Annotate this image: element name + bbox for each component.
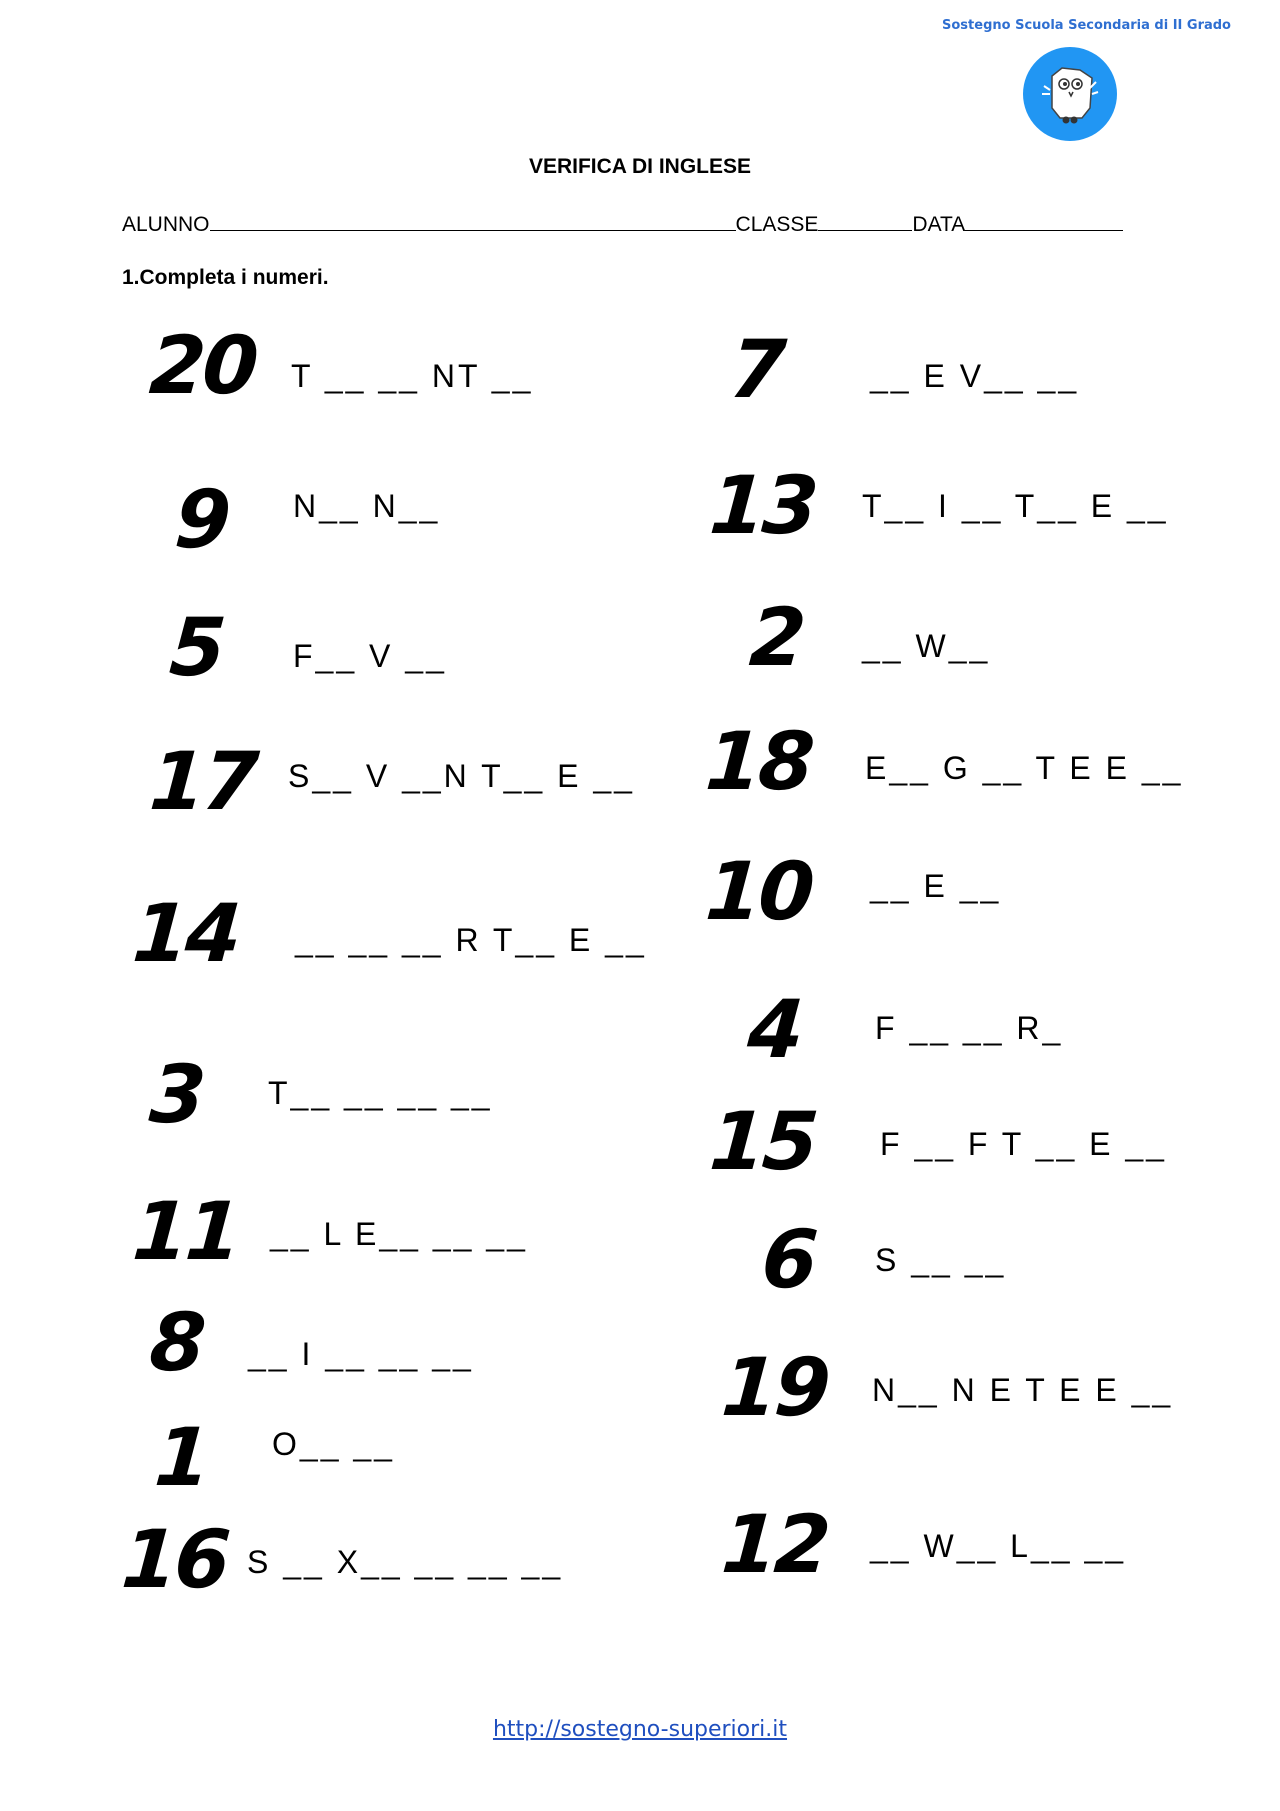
number-15: 15 <box>706 1095 819 1188</box>
pattern-17[interactable]: S__ V __N T__ E __ <box>288 758 635 794</box>
pattern-3[interactable]: T__ __ __ __ <box>268 1075 493 1111</box>
pattern-4[interactable]: F __ __ R_ <box>875 1010 1064 1046</box>
pattern-11-right[interactable]: T__ I __ T__ E __ <box>862 488 1169 524</box>
number-18: 18 <box>702 715 815 808</box>
alunno-label: ALUNNO <box>122 213 210 236</box>
footer <box>0 1717 1280 1742</box>
number-1: 1 <box>151 1411 211 1504</box>
number-2: 2 <box>746 591 806 684</box>
number-17: 17 <box>146 735 259 828</box>
number-3: 3 <box>146 1048 206 1141</box>
number-14: 14 <box>129 887 242 980</box>
pattern-12[interactable]: __ W__ L__ __ <box>870 1528 1127 1564</box>
exercise-instruction: 1.Completa i numeri. <box>122 266 329 289</box>
number-12: 12 <box>718 1498 831 1591</box>
school-header: Sostegno Scuola Secondaria di II Grado <box>942 18 1231 33</box>
number-7: 7 <box>726 323 786 416</box>
alunno-field[interactable] <box>210 210 736 231</box>
pattern-6[interactable]: S __ __ <box>875 1242 1007 1278</box>
number-19: 19 <box>718 1341 831 1434</box>
pattern-2[interactable]: __ W__ <box>862 628 991 664</box>
number-16: 16 <box>118 1513 231 1606</box>
pattern-7[interactable]: __ E V__ __ <box>870 358 1080 394</box>
number-20: 20 <box>146 319 259 412</box>
pattern-5[interactable]: F__ V __ <box>293 638 447 674</box>
classe-field[interactable] <box>818 210 912 231</box>
pattern-8[interactable]: __ I __ __ __ <box>248 1336 474 1372</box>
owl-logo-icon <box>1022 46 1118 142</box>
student-info-row <box>122 210 1162 237</box>
pattern-9[interactable]: N__ N__ <box>293 488 441 524</box>
pattern-20[interactable]: T __ __ NT __ <box>291 358 534 394</box>
pattern-16[interactable]: S __ X__ __ __ __ <box>247 1544 564 1580</box>
data-field[interactable] <box>965 210 1123 231</box>
number-10: 10 <box>702 845 815 938</box>
pattern-14[interactable]: __ __ __ R T__ E __ <box>295 922 647 958</box>
pattern-19[interactable]: N__ N E T E E __ <box>872 1372 1174 1408</box>
pattern-11[interactable]: __ L E__ __ __ <box>270 1216 528 1252</box>
number-6: 6 <box>758 1213 818 1306</box>
number-8: 8 <box>146 1296 206 1389</box>
number-4: 4 <box>744 983 804 1076</box>
pattern-1[interactable]: O__ __ <box>272 1426 395 1462</box>
page-title: VERIFICA DI INGLESE <box>528 155 752 178</box>
number-13: 13 <box>706 459 819 552</box>
number-11: 11 <box>129 1185 242 1278</box>
number-5: 5 <box>166 601 226 694</box>
number-9: 9 <box>171 473 231 566</box>
footer-link[interactable]: http://sostegno-superiori.it <box>492 1717 788 1742</box>
classe-label: CLASSE <box>735 213 819 236</box>
pattern-18[interactable]: E__ G __ T E E __ <box>865 750 1184 786</box>
pattern-15[interactable]: F __ F T __ E __ <box>880 1126 1167 1162</box>
pattern-10[interactable]: __ E __ <box>870 868 1002 904</box>
data-label: DATA <box>912 213 966 236</box>
